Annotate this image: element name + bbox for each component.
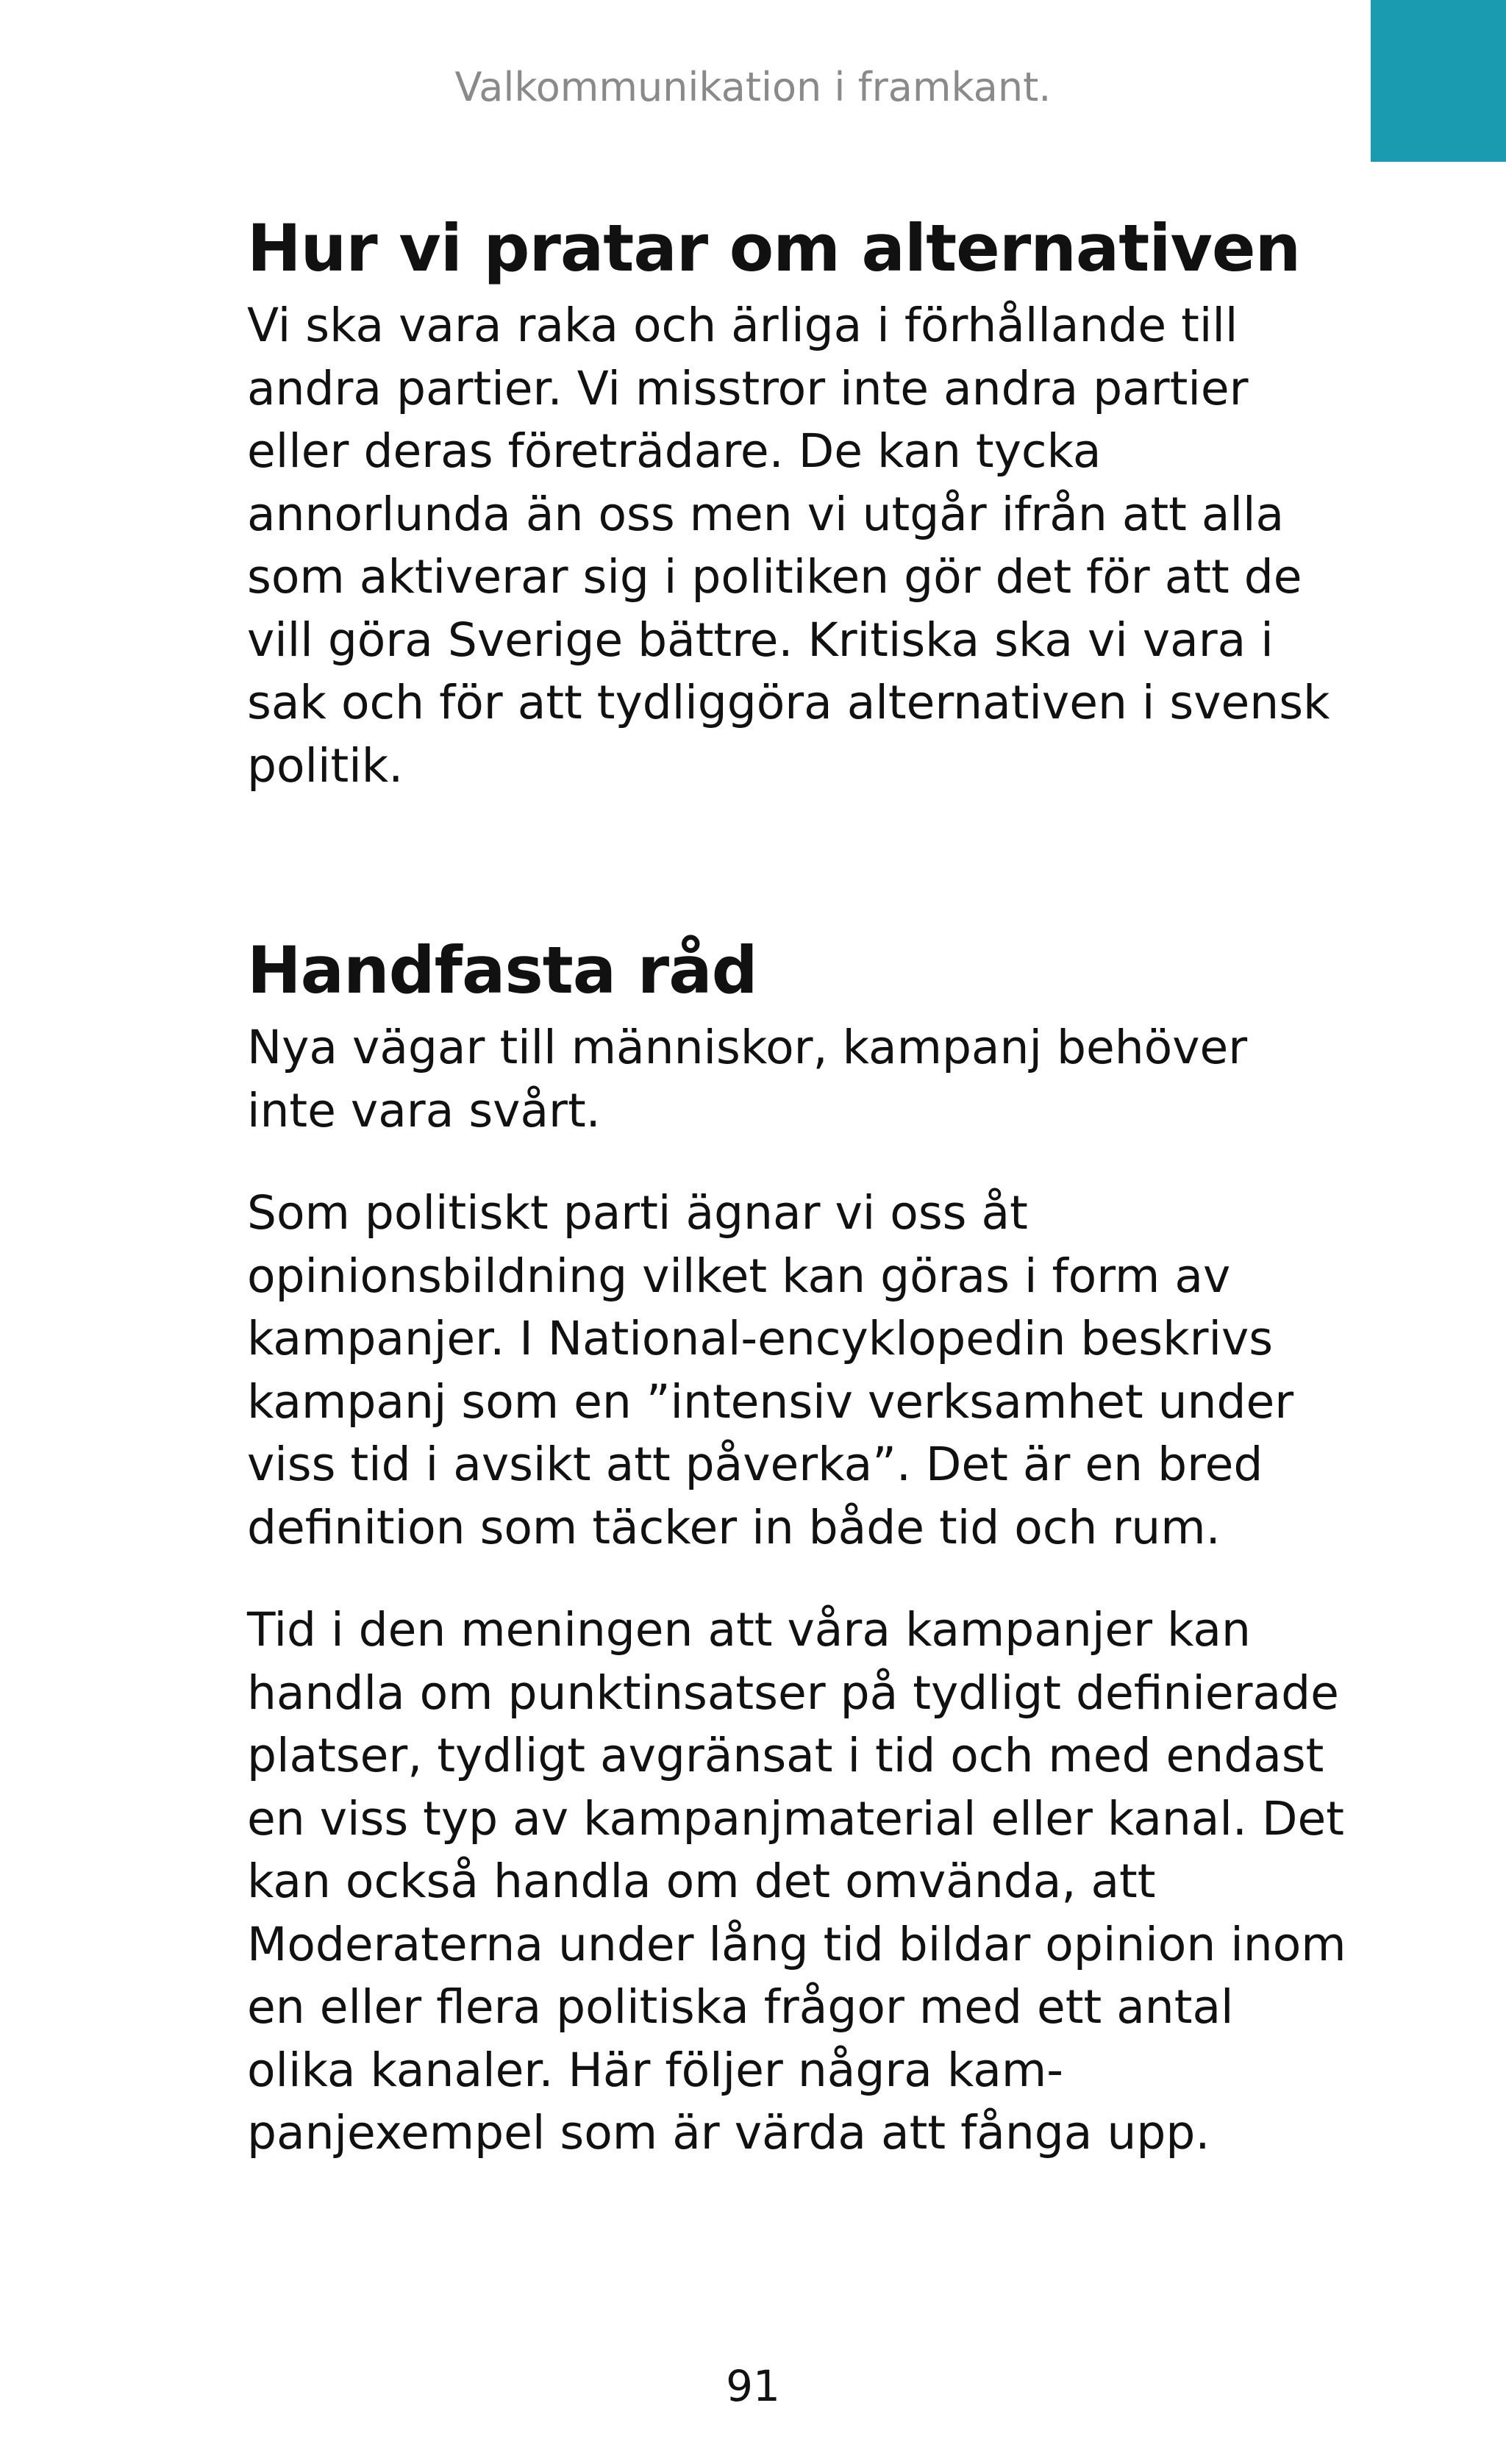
section-heading-alternatives: Hur vi pratar om alternativen — [247, 210, 1301, 286]
page-number: 91 — [726, 2361, 780, 2411]
running-header: Valkommunikation i framkant. — [454, 64, 1052, 110]
section-heading-practical-advice: Handfasta råd — [247, 932, 757, 1008]
paragraph-alternatives: Vi ska vara raka och ärliga i förhållande till andra partier. Vi misstror inte andra partier eller deras företrädare. De kan tycka annorlunda än oss men vi utgår ifrån att alla som aktiverar sig i politiken gör det för att de vill göra Sverige bättre. Kritiska ska vi vara i sak och för att tydliggöra alternativen i svensk politik. — [247, 299, 1330, 793]
paragraph-campaign-definition: Som politiskt parti ägnar vi oss åt opinionsbildning vilket kan göras i form av kampanjer. I National-encyklopedin beskrivs kampanj som en ”intensiv verksamhet under viss tid i avsikt att påverka”. Det är en bred definition som täcker in både tid och rum. — [247, 1186, 1294, 1554]
page-content — [247, 204, 1350, 2165]
paragraph-campaign-time: Tid i den meningen att våra kampanjer kan handla om punktinsatser på tydligt definierade platser, tydligt avgränsat i tid och med endast en viss typ av kampanjmaterial eller kanal. Det kan också handla om det omvända, att Moderaterna under lång tid bildar opinion inom en eller flera politiska frågor med ett antal olika kanaler. Här följer några kam-panjexempel som är värda att fånga upp. — [247, 1603, 1346, 2160]
paragraph-intro: Nya vägar till människor, kampanj behöver inte vara svårt. — [247, 1021, 1248, 1138]
